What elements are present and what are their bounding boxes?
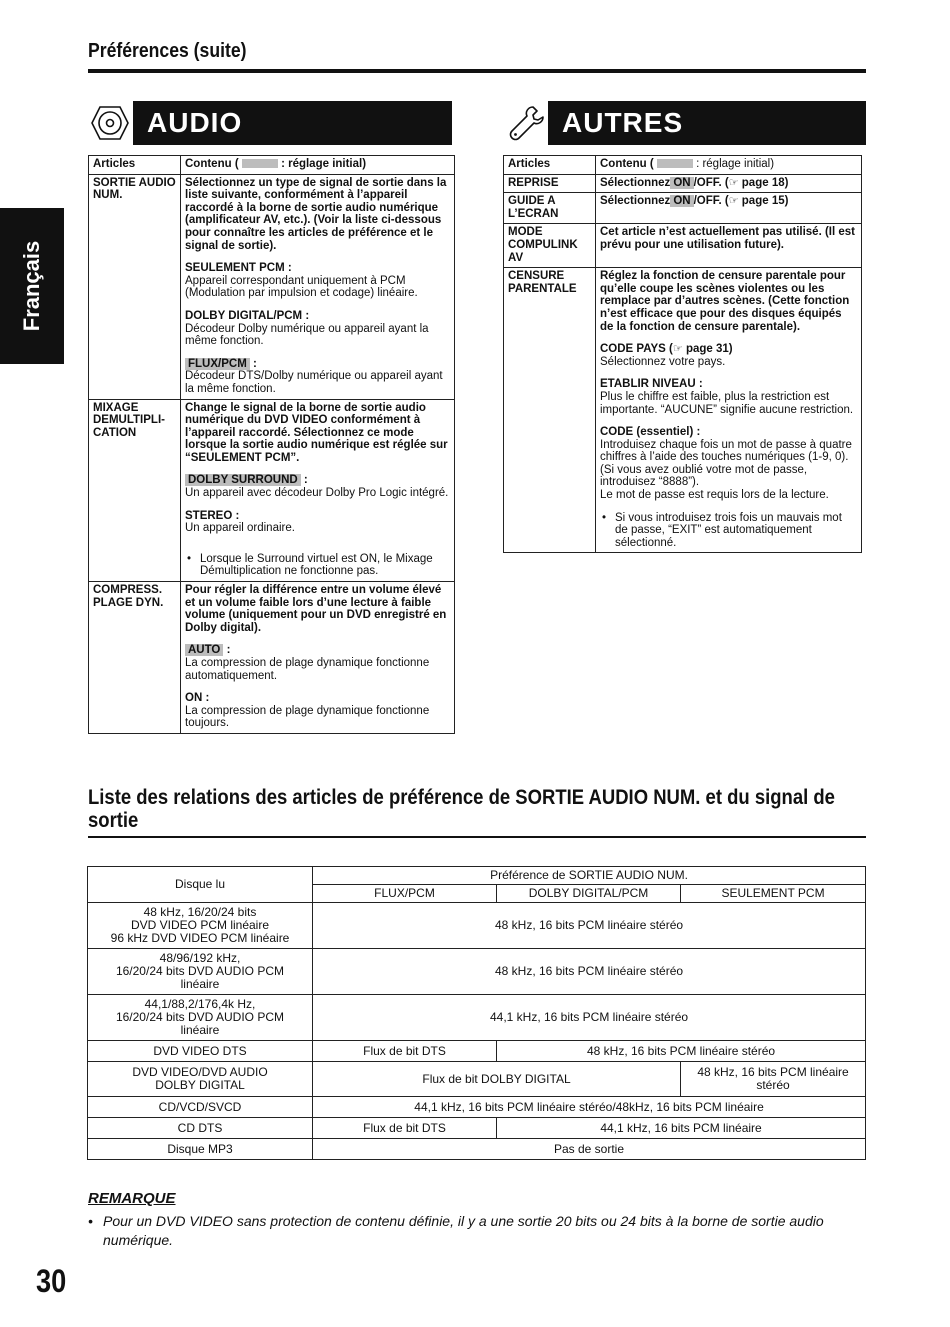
col-contenu: Contenu ( : réglage initial)	[596, 156, 862, 175]
col-disc: Disque lu	[88, 867, 313, 903]
col-articles: Articles	[89, 156, 181, 175]
row-article: REPRISE	[504, 174, 596, 193]
disc-icon	[90, 103, 130, 143]
table-row	[88, 1139, 866, 1160]
table-row	[88, 903, 866, 949]
disc-cell: Disque MP3	[88, 1139, 313, 1160]
initial-setting-highlight: ON	[670, 177, 693, 189]
remark-heading: REMARQUE	[88, 1190, 176, 1207]
relations-table	[87, 866, 866, 1160]
audio-table	[88, 155, 455, 734]
row-content: Cet article n’est actuellement pas utilisé. (Il est prévu pour une utilisation future).	[596, 224, 862, 268]
table-row	[504, 224, 862, 268]
table-row	[88, 1041, 866, 1062]
table-header-row	[504, 156, 862, 175]
disc-cell: DVD VIDEO/DVD AUDIO DOLBY DIGITAL	[88, 1062, 313, 1097]
note-bullet: • Lorsque le Surround virtuel est ON, le Mixage Démultiplication ne fonctionne pas.	[185, 553, 450, 578]
relations-title: Liste des relations des articles de préférence de SORTIE AUDIO NUM. et du signal de sortie	[88, 786, 866, 838]
output-cell: 44,1 kHz, 16 bits PCM linéaire	[497, 1118, 866, 1139]
row-article: COMPRESS. PLAGE DYN.	[89, 582, 181, 734]
audio-banner: AUDIO	[133, 101, 452, 145]
output-cell: Flux de bit DTS	[313, 1041, 497, 1062]
output-cell: 48 kHz, 16 bits PCM linéaire stéréo	[313, 903, 866, 949]
row-article: GUIDE A L’ECRAN	[504, 193, 596, 224]
table-row	[504, 174, 862, 193]
disc-cell: CD/VCD/SVCD	[88, 1097, 313, 1118]
table-header-row	[89, 156, 455, 175]
wrench-icon	[506, 103, 546, 143]
col-articles: Articles	[504, 156, 596, 175]
initial-setting-highlight: FLUX/PCM	[185, 358, 250, 370]
page-title: Préférences (suite)	[88, 40, 247, 62]
row-content: Sélectionnez ON /OFF. (☞ page 18)	[596, 174, 862, 193]
row-content: Sélectionnez ON /OFF. (☞ page 15)	[596, 193, 862, 224]
col-dolby-pcm: DOLBY DIGITAL/PCM	[497, 885, 681, 903]
row-article: MIXAGE DEMULTIPLI-CATION	[89, 399, 181, 582]
autres-table	[503, 155, 862, 553]
row-article: MODE COMPULINK AV	[504, 224, 596, 268]
output-cell: 48 kHz, 16 bits PCM linéaire stéréo	[313, 949, 866, 995]
initial-setting-highlight: DOLBY SURROUND	[185, 474, 301, 486]
page-ref-icon: ☞	[728, 176, 739, 189]
table-row	[88, 1062, 866, 1097]
table-row	[88, 1097, 866, 1118]
table-row	[89, 582, 455, 734]
initial-setting-highlight: ON	[670, 195, 693, 207]
table-row	[504, 268, 862, 553]
output-cell: 44,1 kHz, 16 bits PCM linéaire stéréo	[313, 995, 866, 1041]
autres-banner: AUTRES	[548, 101, 866, 145]
disc-cell: 48 kHz, 16/20/24 bits DVD VIDEO PCM linéaire 96 kHz DVD VIDEO PCM linéaire	[88, 903, 313, 949]
table-header-row	[88, 867, 866, 885]
row-article: SORTIE AUDIO NUM.	[89, 174, 181, 399]
row-content: Change le signal de la borne de sortie audio numérique du DVD VIDEO conformément à l’appareil raccordé. Sélectionnez ce mode lorsque la sortie audio numérique est réglée sur “SEULEMENT PCM”. DOLBY SURROUND : Un appareil avec décodeur Dolby Pro Logic intégré. STEREO : Un appareil ordinaire. • Lorsque le Surround virtuel est ON, le Mixage Démultiplication ne fonctionne pas.	[181, 399, 455, 582]
table-row	[504, 193, 862, 224]
row-content: Pour régler la différence entre un volume élevé et un volume faible lors d’une lecture à faible volume (uniquement pour un DVD enregistré en Dolby digital). AUTO : La compression de plage dynamique fonctionne automatiquement. ON : La compression de plage dynamique fonctionne toujours.	[181, 582, 455, 734]
disc-cell: 48/96/192 kHz, 16/20/24 bits DVD AUDIO PCM linéaire	[88, 949, 313, 995]
col-contenu: Contenu ( : réglage initial)	[181, 156, 455, 175]
disc-cell: DVD VIDEO DTS	[88, 1041, 313, 1062]
output-cell: 48 kHz, 16 bits PCM linéaire stéréo	[681, 1062, 866, 1097]
output-cell: Flux de bit DTS	[313, 1118, 497, 1139]
table-row	[89, 174, 455, 399]
language-tab-label: Français	[19, 240, 44, 332]
col-seulement-pcm: SEULEMENT PCM	[681, 885, 866, 903]
output-cell: Pas de sortie	[313, 1139, 866, 1160]
disc-cell: 44,1/88,2/176,4k Hz, 16/20/24 bits DVD AUDIO PCM linéaire	[88, 995, 313, 1041]
row-content: Sélectionnez un type de signal de sortie dans la liste suivante, conformément à l’appareil raccordé à la borne de sortie audio numérique (amplificateur AV, etc.). (Voir la liste ci-dessous pour connaître les articles de préférence et le signal de sortie). SEULEMENT PCM : Appareil correspondant uniquement à PCM (Modulation par impulsion et codage) linéaire. DOLBY DIGITAL/PCM : Décodeur Dolby numérique ou appareil ayant la même fonction. FLUX/PCM : Décodeur DTS/Dolby numérique ou appareil ayant la même fonction.	[181, 174, 455, 399]
note-bullet: • Si vous introduisez trois fois un mauvais mot de passe, “EXIT” est automatiquement sélectionné.	[600, 512, 857, 550]
row-article: CENSURE PARENTALE	[504, 268, 596, 553]
page-header	[88, 40, 866, 73]
disc-cell: CD DTS	[88, 1118, 313, 1139]
initial-setting-swatch	[242, 159, 278, 168]
page-ref-icon: ☞	[672, 343, 683, 356]
table-row	[88, 995, 866, 1041]
initial-setting-swatch	[657, 159, 693, 168]
row-content: Réglez la fonction de censure parentale pour qu’elle coupe les scènes violentes ou les remplace par d’autres scènes. (Cette fonction n’est efficace que pour des disques équipés de la fonction de censure parentale). CODE PAYS (☞ page 31) Sélectionnez votre pays. ETABLIR NIVEAU : Plus le chiffre est faible, plus la restriction est importante. “AUCUNE” signifie aucune restriction. CODE (essentiel) : Introduisez chaque fois un mot de passe à quatre chiffres à l’aide des touches numériques (1-9, 0). (Si vous avez oublié votre mot de passe, introduisez “8888”). Le mot de passe est requis lors de la lecture. • Si vous introduisez trois fois un mauvais mot de passe, “EXIT” est automatiquement sélectionné.	[596, 268, 862, 553]
output-cell: 48 kHz, 16 bits PCM linéaire stéréo	[497, 1041, 866, 1062]
col-pref: Préférence de SORTIE AUDIO NUM.	[313, 867, 866, 885]
table-row	[88, 1118, 866, 1139]
table-row	[89, 399, 455, 582]
initial-setting-highlight: AUTO	[185, 644, 223, 656]
page-ref-icon: ☞	[728, 195, 739, 208]
output-cell: Flux de bit DOLBY DIGITAL	[313, 1062, 681, 1097]
col-flux-pcm: FLUX/PCM	[313, 885, 497, 903]
remark-text: • Pour un DVD VIDEO sans protection de contenu définie, il y a une sortie 20 bits ou 24 bits à la borne de sortie audio numérique.	[88, 1212, 858, 1250]
table-row	[88, 949, 866, 995]
output-cell: 44,1 kHz, 16 bits PCM linéaire stéréo/48kHz, 16 bits PCM linéaire	[313, 1097, 866, 1118]
page-number: 30	[36, 1263, 67, 1299]
language-tab	[0, 208, 64, 364]
